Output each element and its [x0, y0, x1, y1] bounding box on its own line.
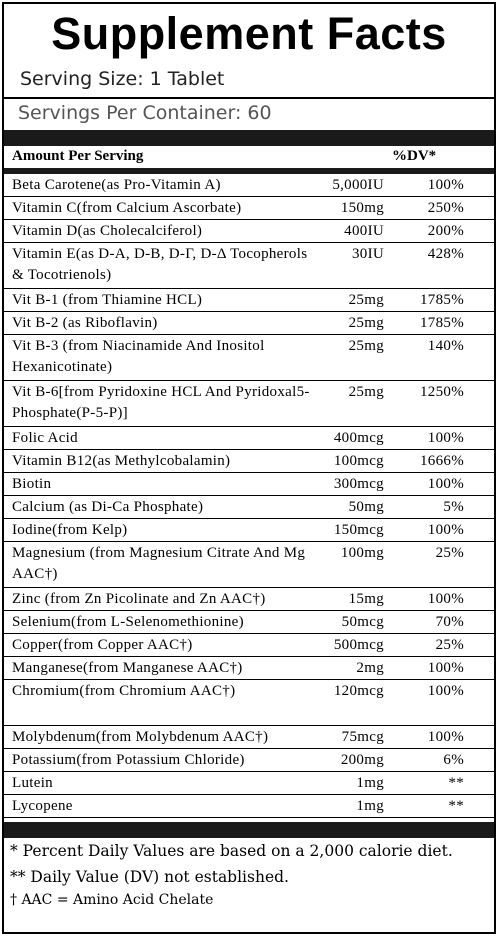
- nutrient-daily-value: 1785%: [420, 292, 464, 308]
- nutrient-name: Potassium(from Potassium Chloride): [12, 752, 245, 768]
- nutrient-daily-value: 250%: [427, 200, 464, 216]
- nutrient-daily-value: 100%: [427, 177, 464, 193]
- nutrient-daily-value: **: [448, 798, 464, 814]
- nutrient-name: Vit B-3 (from Niacinamide And Inositol Hexanicotinate): [12, 338, 265, 375]
- nutrient-daily-value: 100%: [427, 591, 464, 607]
- nutrient-amount: 200mg: [340, 752, 384, 768]
- nutrient-name: Vitamin D(as Cholecalciferol): [12, 223, 203, 239]
- nutrient-name: Vit B-6[from Pyridoxine HCL And Pyridoxal5-Phosphate(P-5-P)]: [12, 384, 310, 421]
- nutrient-name: Vit B-2 (as Riboflavin): [12, 315, 158, 331]
- servings-per-container: Servings Per Container: 60: [18, 102, 272, 124]
- nutrient-row: [4, 174, 494, 197]
- nutrient-name: Selenium(from L-Selenomethionine): [12, 614, 244, 630]
- footnote-percent-dv: * Percent Daily Values are based on a 2,000 calorie diet.: [10, 842, 453, 860]
- nutrient-row: [4, 427, 494, 450]
- nutrient-amount: 400mcg: [333, 430, 384, 446]
- nutrient-amount: 15mg: [348, 591, 384, 607]
- nutrient-table: [4, 174, 494, 824]
- nutrient-daily-value: 100%: [427, 683, 464, 699]
- nutrient-daily-value: **: [448, 775, 464, 791]
- nutrient-row: [4, 335, 494, 381]
- nutrient-name: Chromium(from Chromium AAC†): [12, 683, 236, 699]
- nutrient-daily-value: 6%: [443, 752, 464, 768]
- nutrient-row: [4, 496, 494, 519]
- nutrient-daily-value: 100%: [427, 660, 464, 676]
- nutrient-row: [4, 197, 494, 220]
- nutrient-amount: 500mcg: [333, 637, 384, 653]
- header-daily-value: %DV*: [392, 148, 437, 164]
- nutrient-row: [4, 289, 494, 312]
- nutrient-amount: 5,000IU: [332, 177, 384, 193]
- nutrient-row: [4, 588, 494, 611]
- nutrient-amount: 25mg: [348, 338, 384, 354]
- nutrient-row: [4, 611, 494, 634]
- nutrient-row: [4, 220, 494, 243]
- nutrient-name: Copper(from Copper AAC†): [12, 637, 193, 653]
- divider-thick-top: [4, 130, 494, 146]
- nutrient-name: Calcium (as Di-Ca Phosphate): [12, 499, 204, 515]
- nutrient-row: [4, 657, 494, 680]
- nutrient-daily-value: 100%: [427, 729, 464, 745]
- nutrient-amount: 1mg: [356, 798, 384, 814]
- nutrient-daily-value: 100%: [427, 522, 464, 538]
- nutrient-name: Magnesium (from Magnesium Citrate And Mg AAC†): [12, 545, 306, 582]
- nutrient-name: Folic Acid: [12, 430, 78, 446]
- nutrient-daily-value: 70%: [435, 614, 464, 630]
- nutrient-row: [4, 680, 494, 726]
- nutrient-daily-value: 100%: [427, 476, 464, 492]
- nutrient-amount: 300mcg: [333, 476, 384, 492]
- nutrient-row: [4, 749, 494, 772]
- nutrient-daily-value: 25%: [435, 545, 464, 561]
- label-title: Supplement Facts: [51, 8, 447, 59]
- nutrient-amount: 50mg: [348, 499, 384, 515]
- nutrient-name: Vitamin B12(as Methylcobalamin): [12, 453, 231, 469]
- nutrient-amount: 25mg: [348, 292, 384, 308]
- nutrient-amount: 50mcg: [341, 614, 384, 630]
- nutrient-row: [4, 243, 494, 289]
- nutrient-row: [4, 312, 494, 335]
- nutrient-daily-value: 1250%: [420, 384, 464, 400]
- divider-thin: [4, 97, 494, 99]
- nutrient-daily-value: 100%: [427, 430, 464, 446]
- nutrient-name: Lutein: [12, 775, 53, 791]
- nutrient-amount: 150mg: [340, 200, 384, 216]
- nutrient-row: [4, 726, 494, 749]
- nutrient-daily-value: 25%: [435, 637, 464, 653]
- nutrient-daily-value: 1785%: [420, 315, 464, 331]
- footnotes: [10, 840, 488, 910]
- nutrient-daily-value: 5%: [443, 499, 464, 515]
- nutrient-daily-value: 200%: [427, 223, 464, 239]
- nutrient-row: [4, 542, 494, 588]
- nutrient-amount: 75mcg: [341, 729, 384, 745]
- footnote-dv-not-established: ** Daily Value (DV) not established.: [10, 868, 289, 886]
- nutrient-amount: 100mg: [340, 545, 384, 561]
- nutrient-daily-value: 428%: [427, 246, 464, 262]
- supplement-facts-panel: [2, 2, 496, 934]
- nutrient-name: Vitamin E(as D-A, D-B, D-Γ, D-Δ Tocopherols & Tocotrienols): [12, 246, 308, 283]
- nutrient-name: Biotin: [12, 476, 52, 492]
- nutrient-name: Zinc (from Zn Picolinate and Zn AAC†): [12, 591, 266, 607]
- nutrient-name: Molybdenum(from Molybdenum AAC†): [12, 729, 269, 745]
- nutrient-amount: 1mg: [356, 775, 384, 791]
- header-amount-per-serving: Amount Per Serving: [12, 148, 144, 164]
- nutrient-name: Iodine(from Kelp): [12, 522, 128, 538]
- nutrient-amount: 2mg: [356, 660, 384, 676]
- nutrient-row: [4, 634, 494, 657]
- nutrient-name: Vit B-1 (from Thiamine HCL): [12, 292, 203, 308]
- nutrient-row: [4, 772, 494, 795]
- nutrient-daily-value: 1666%: [420, 453, 464, 469]
- nutrient-row: [4, 381, 494, 427]
- nutrient-amount: 25mg: [348, 384, 384, 400]
- nutrient-amount: 25mg: [348, 315, 384, 331]
- nutrient-daily-value: 140%: [427, 338, 464, 354]
- table-header: [4, 146, 494, 168]
- nutrient-amount: 120mcg: [333, 683, 384, 699]
- nutrient-name: Vitamin C(from Calcium Ascorbate): [12, 200, 242, 216]
- nutrient-name: Lycopene: [12, 798, 73, 814]
- nutrient-name: Beta Carotene(as Pro-Vitamin A): [12, 177, 221, 193]
- nutrient-row: [4, 795, 494, 818]
- nutrient-amount: 30IU: [351, 246, 384, 262]
- divider-thick-bottom: [4, 822, 494, 838]
- nutrient-amount: 100mcg: [333, 453, 384, 469]
- nutrient-row: [4, 519, 494, 542]
- nutrient-amount: 150mcg: [333, 522, 384, 538]
- nutrient-name: Manganese(from Manganese AAC†): [12, 660, 243, 676]
- nutrient-amount: 400IU: [344, 223, 384, 239]
- nutrient-row: [4, 450, 494, 473]
- serving-size: Serving Size: 1 Tablet: [20, 68, 225, 90]
- footnote-aac: † AAC = Amino Acid Chelate: [10, 892, 214, 908]
- nutrient-row: [4, 473, 494, 496]
